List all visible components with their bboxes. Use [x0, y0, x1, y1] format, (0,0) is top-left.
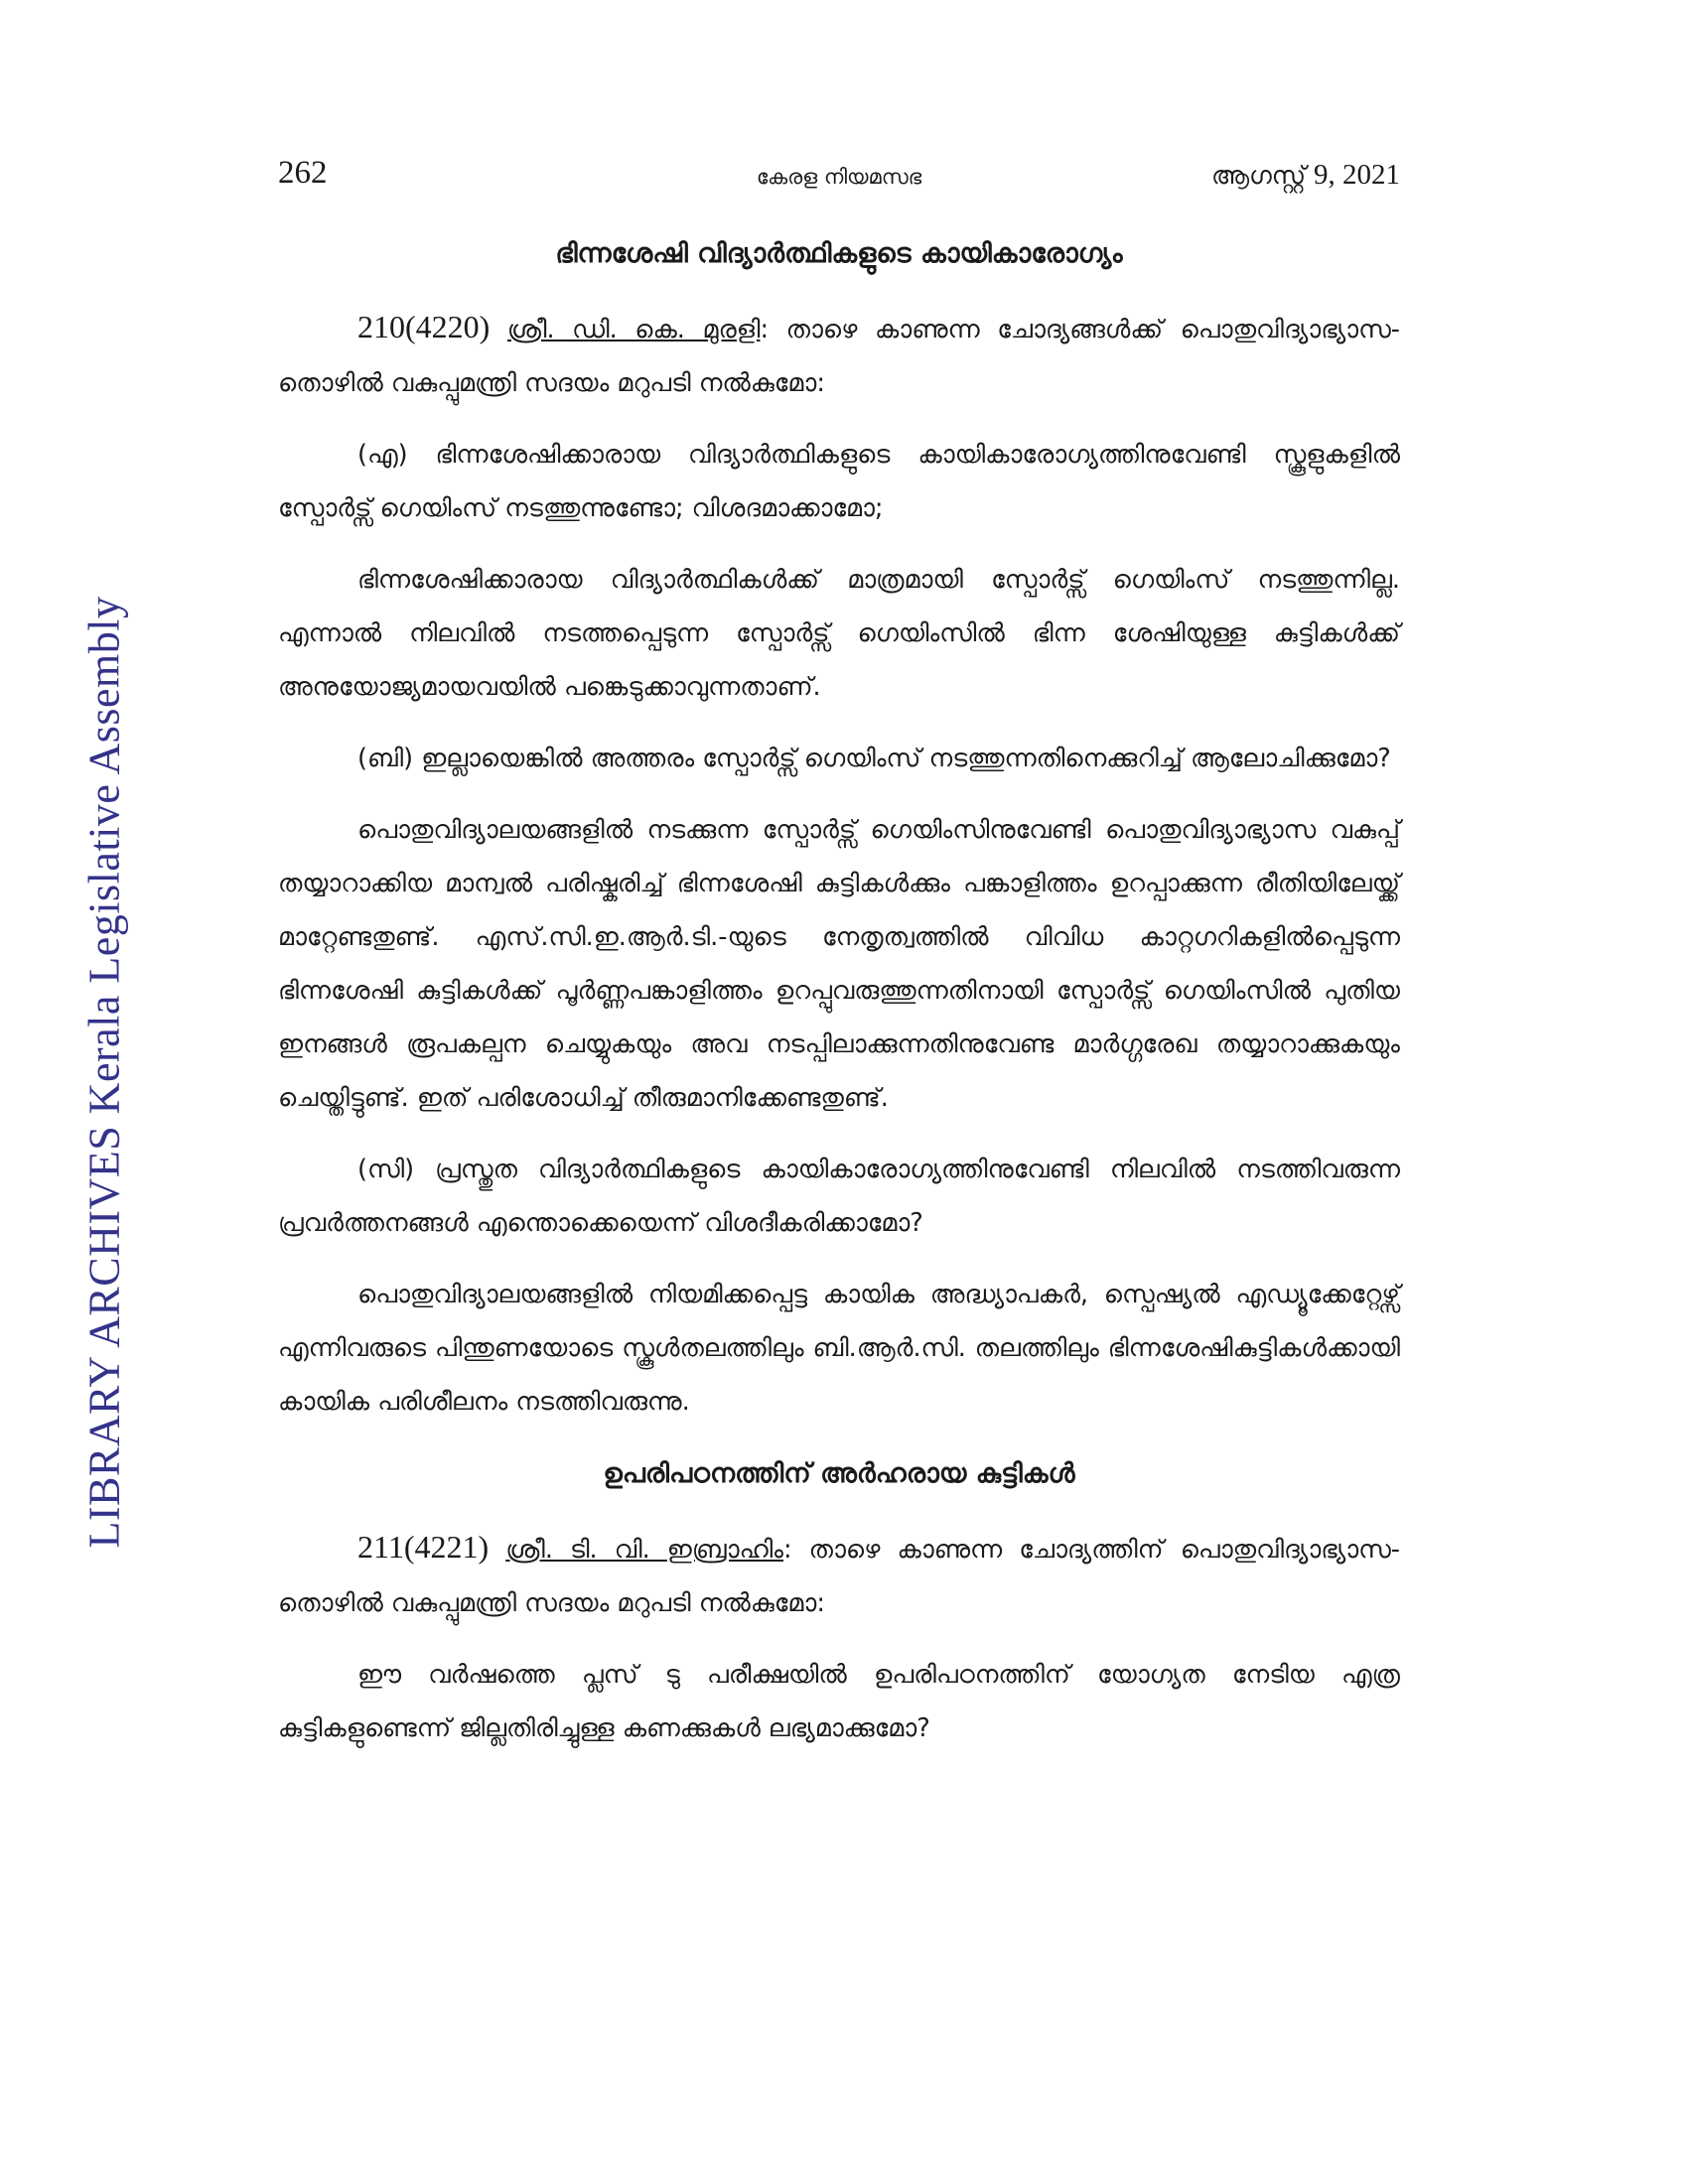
question-c: (സി) പ്രസ്തുത വിദ്യാർത്ഥികളുടെ കായികാരോഗ്യത്തിനുവേണ്ടി നിലവിൽ നടത്തിവരുന്ന പ്രവർത്തനങ്ങൾ എന്തൊക്കെയെന്ന് വിശദീകരിക്കാമോ?	[278, 1155, 1400, 1238]
section-title-1: ഭിന്നശേഷി വിദ്യാർത്ഥികളുടെ കായികാരോഗ്യം	[555, 238, 1123, 269]
header-date: ആഗസ്റ്റ് 9, 2021	[1210, 159, 1400, 191]
page-header	[278, 149, 1400, 208]
header-title: കേരള നിയമസഭ	[756, 165, 922, 189]
question-number: 210(4220)	[357, 309, 491, 344]
page-number: 262	[278, 155, 328, 191]
question-211: ഈ വർഷത്തെ പ്ലസ് ടു പരീക്ഷയിൽ ഉപരിപഠനത്തിന് യോഗ്യത നേടിയ എത്ര കുട്ടികളുണ്ടെന്ന് ജില്ലതിരിച്ചുള്ള കണക്കുകൾ ലഭ്യമാക്കുമോ?	[278, 1660, 1400, 1743]
question-b: (ബി) ഇല്ലായെങ്കിൽ അത്തരം സ്പോർട്സ് ഗെയിംസ് നടത്തുന്നതിനെക്കുറിച്ച് ആലോചിക്കുമോ?	[357, 744, 1391, 773]
section-title-2: ഉപരിപഠനത്തിന് അർഹരായ കുട്ടികൾ	[603, 1458, 1075, 1489]
document-page	[278, 149, 1400, 1773]
watermark: LIBRARY ARCHIVES Kerala Legislative Assembly	[79, 596, 129, 1549]
member-name: ശ്രീ. ടി. വി. ഇബ്രാഹിം	[505, 1535, 783, 1565]
question-intro-2: 211(4221) ശ്രീ. ടി. വി. ഇബ്രാഹിം: താഴെ കാണുന്ന ചോദ്യത്തിന് പൊതുവിദ്യാഭ്യാസ-തൊഴിൽ വകുപ്പുമന്ത്രി സദയം മറുപടി നൽകുമോ:	[278, 1529, 1401, 1618]
member-name: ശ്രീ. ഡി. കെ. മുരളി	[506, 315, 761, 344]
answer-a: ഭിന്നശേഷിക്കാരായ വിദ്യാർത്ഥികൾക്ക് മാത്രമായി സ്പോർട്സ് ഗെയിംസ് നടത്തുന്നില്ല. എന്നാൽ നിലവിൽ നടത്തപ്പെടുന്ന സ്പോർട്സ് ഗെയിംസിൽ ഭിന്ന ശേഷിയുള്ള കുട്ടികൾക്ക് അനുയോജ്യമായവയിൽ പങ്കെടുക്കാവുന്നതാണ്.	[278, 565, 1400, 702]
answer-b: പൊതുവിദ്യാലയങ്ങളിൽ നടക്കുന്ന സ്പോർട്സ് ഗെയിംസിനുവേണ്ടി പൊതുവിദ്യാഭ്യാസ വകുപ്പ് തയ്യാറാക്കിയ മാന്വൽ പരിഷ്കരിച്ച് ഭിന്നശേഷി കുട്ടികൾക്കും പങ്കാളിത്തം ഉറപ്പാക്കുന്ന രീതിയിലേയ്ക്ക് മാറ്റേണ്ടതുണ്ട്. എസ്.സി.ഇ.ആർ.ടി.-യുടെ നേതൃത്വത്തിൽ വിവിധ കാറ്റഗറികളിൽപ്പെടുന്ന ഭിന്നശേഷി കുട്ടികൾക്ക് പൂർണ്ണപങ്കാളിത്തം ഉറപ്പുവരുത്തുന്നതിനായി സ്പോർട്സ് ഗെയിംസിൽ പുതിയ ഇനങ്ങൾ രൂപകല്പന ചെയ്യുകയും അവ നടപ്പിലാക്കുന്നതിനുവേണ്ട മാർഗ്ഗരേഖ തയ്യാറാക്കുകയും ചെയ്തിട്ടുണ്ട്. ഇത് പരിശോധിച്ച് തീരുമാനിക്കേണ്ടതുണ്ട്.	[278, 815, 1400, 1113]
question-number: 211(4221)	[357, 1529, 490, 1565]
question-intro-1: 210(4220) ശ്രീ. ഡി. കെ. മുരളി: താഴെ കാണുന്ന ചോദ്യങ്ങൾക്ക് പൊതുവിദ്യാഭ്യാസ-തൊഴിൽ വകുപ്പുമന്ത്രി സദയം മറുപടി നൽകുമോ:	[278, 309, 1400, 398]
question-a: (എ) ഭിന്നശേഷിക്കാരായ വിദ്യാർത്ഥികളുടെ കായികാരോഗ്യത്തിനുവേണ്ടി സ്കൂളുകളിൽ സ്പോർട്സ് ഗെയിംസ് നടത്തുന്നുണ്ടോ; വിശദമാക്കാമോ;	[278, 440, 1400, 523]
answer-c: പൊതുവിദ്യാലയങ്ങളിൽ നിയമിക്കപ്പെട്ട കായിക അദ്ധ്യാപകർ, സ്പെഷ്യൽ എഡ്യൂക്കേറ്റേഴ്സ് എന്നിവരുടെ പിന്തുണയോടെ സ്കൂൾതലത്തിലും ബി.ആർ.സി. തലത്തിലും ഭിന്നശേഷികുട്ടികൾക്കായി കായിക പരിശീലനം നടത്തിവരുന്നു.	[278, 1280, 1400, 1417]
